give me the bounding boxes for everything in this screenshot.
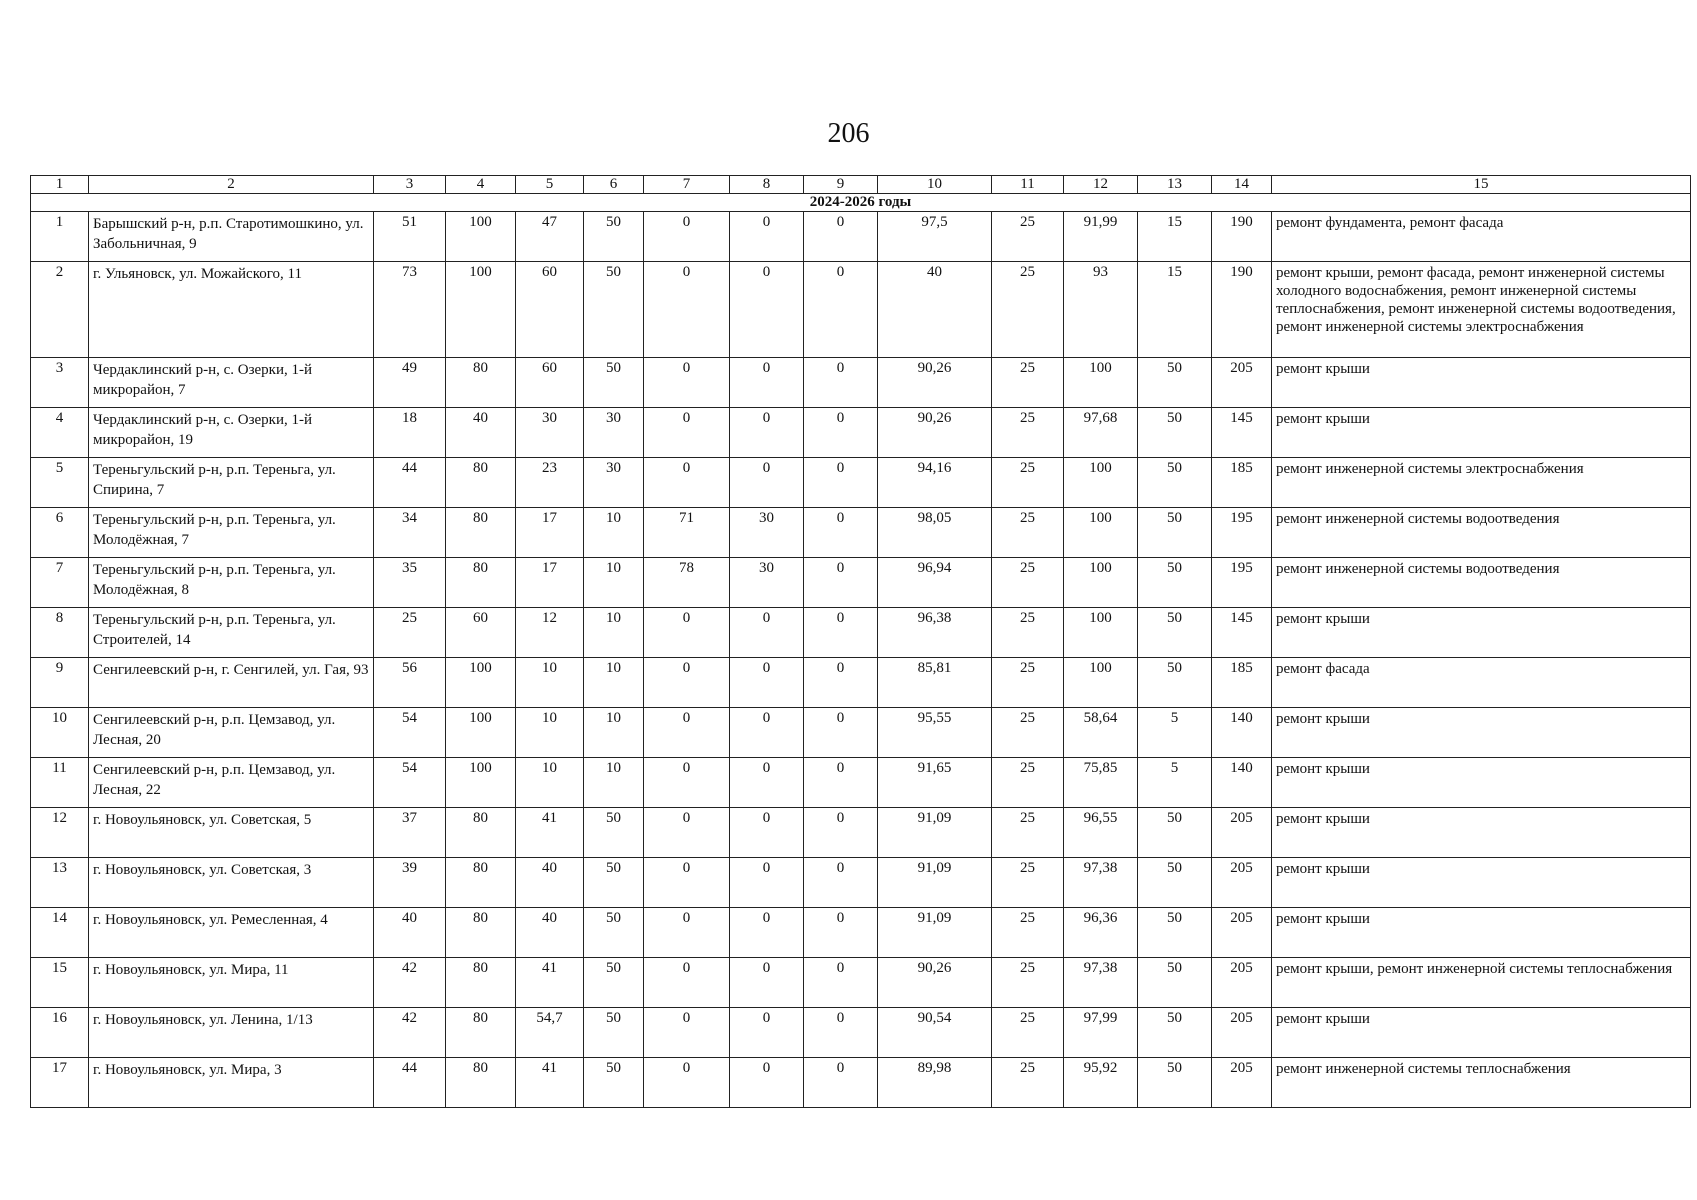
column-header: 9: [804, 176, 878, 194]
value-col-13: 15: [1138, 262, 1212, 358]
column-header: 15: [1272, 176, 1691, 194]
value-col-6: 50: [584, 858, 644, 908]
table-row: [31, 1008, 1691, 1058]
value-col-9: 0: [804, 558, 878, 608]
address-cell: г. Новоульяновск, ул. Мира, 11: [89, 958, 374, 1008]
value-col-9: 0: [804, 708, 878, 758]
value-col-11: 25: [992, 708, 1064, 758]
value-col-13: 50: [1138, 558, 1212, 608]
row-number: 14: [31, 908, 89, 958]
value-col-6: 10: [584, 608, 644, 658]
address-cell: Сенгилеевский р-н, р.п. Цемзавод, ул. Лесная, 22: [89, 758, 374, 808]
value-col-13: 5: [1138, 708, 1212, 758]
value-col-14: 205: [1212, 1008, 1272, 1058]
value-col-12: 97,68: [1064, 408, 1138, 458]
value-col-7: 78: [644, 558, 730, 608]
value-col-8: 0: [730, 262, 804, 358]
value-col-10: 96,38: [878, 608, 992, 658]
table-row: [31, 508, 1691, 558]
work-type-cell: ремонт крыши: [1272, 408, 1691, 458]
value-col-8: 0: [730, 358, 804, 408]
value-col-4: 80: [446, 558, 516, 608]
row-number: 17: [31, 1058, 89, 1108]
value-col-6: 50: [584, 262, 644, 358]
value-col-10: 40: [878, 262, 992, 358]
value-col-10: 91,09: [878, 858, 992, 908]
value-col-7: 0: [644, 458, 730, 508]
value-col-6: 10: [584, 558, 644, 608]
value-col-9: 0: [804, 458, 878, 508]
value-col-3: 44: [374, 1058, 446, 1108]
value-col-8: 30: [730, 558, 804, 608]
table-row: [31, 858, 1691, 908]
value-col-14: 205: [1212, 1058, 1272, 1108]
value-col-10: 96,94: [878, 558, 992, 608]
column-header: 1: [31, 176, 89, 194]
value-col-6: 30: [584, 458, 644, 508]
address-cell: Тереньгульский р-н, р.п. Тереньга, ул. Строителей, 14: [89, 608, 374, 658]
value-col-7: 0: [644, 808, 730, 858]
value-col-11: 25: [992, 558, 1064, 608]
value-col-11: 25: [992, 408, 1064, 458]
value-col-7: 0: [644, 608, 730, 658]
table-row: [31, 458, 1691, 508]
value-col-7: 0: [644, 758, 730, 808]
value-col-12: 75,85: [1064, 758, 1138, 808]
value-col-13: 15: [1138, 212, 1212, 262]
value-col-14: 205: [1212, 858, 1272, 908]
value-col-14: 205: [1212, 358, 1272, 408]
column-header: 14: [1212, 176, 1272, 194]
value-col-7: 0: [644, 908, 730, 958]
work-type-cell: ремонт крыши: [1272, 808, 1691, 858]
value-col-6: 50: [584, 958, 644, 1008]
value-col-11: 25: [992, 608, 1064, 658]
value-col-7: 0: [644, 1008, 730, 1058]
value-col-5: 40: [516, 858, 584, 908]
value-col-7: 0: [644, 408, 730, 458]
row-number: 4: [31, 408, 89, 458]
value-col-8: 0: [730, 808, 804, 858]
value-col-8: 0: [730, 958, 804, 1008]
value-col-9: 0: [804, 758, 878, 808]
work-type-cell: ремонт крыши: [1272, 758, 1691, 808]
address-cell: г. Новоульяновск, ул. Советская, 5: [89, 808, 374, 858]
column-header: 12: [1064, 176, 1138, 194]
value-col-3: 54: [374, 708, 446, 758]
value-col-8: 0: [730, 408, 804, 458]
table-row: [31, 262, 1691, 358]
value-col-3: 73: [374, 262, 446, 358]
value-col-10: 91,09: [878, 808, 992, 858]
value-col-14: 145: [1212, 608, 1272, 658]
value-col-6: 50: [584, 1008, 644, 1058]
value-col-5: 40: [516, 908, 584, 958]
value-col-9: 0: [804, 1058, 878, 1108]
value-col-13: 50: [1138, 658, 1212, 708]
value-col-6: 50: [584, 212, 644, 262]
value-col-4: 80: [446, 458, 516, 508]
period-row: [31, 194, 1691, 212]
value-col-11: 25: [992, 758, 1064, 808]
value-col-8: 0: [730, 1058, 804, 1108]
value-col-10: 90,26: [878, 408, 992, 458]
value-col-4: 40: [446, 408, 516, 458]
value-col-7: 0: [644, 658, 730, 708]
work-type-cell: ремонт фундамента, ремонт фасада: [1272, 212, 1691, 262]
value-col-4: 100: [446, 708, 516, 758]
table-row: [31, 708, 1691, 758]
value-col-5: 10: [516, 658, 584, 708]
value-col-7: 0: [644, 858, 730, 908]
value-col-14: 190: [1212, 262, 1272, 358]
value-col-13: 5: [1138, 758, 1212, 808]
value-col-14: 145: [1212, 408, 1272, 458]
table-row: [31, 808, 1691, 858]
value-col-8: 0: [730, 608, 804, 658]
value-col-6: 30: [584, 408, 644, 458]
value-col-4: 60: [446, 608, 516, 658]
address-cell: г. Новоульяновск, ул. Мира, 3: [89, 1058, 374, 1108]
value-col-7: 0: [644, 358, 730, 408]
value-col-6: 10: [584, 658, 644, 708]
value-col-11: 25: [992, 1008, 1064, 1058]
value-col-8: 0: [730, 708, 804, 758]
table-row: [31, 1058, 1691, 1108]
address-cell: Чердаклинский р-н, с. Озерки, 1-й микрорайон, 7: [89, 358, 374, 408]
value-col-11: 25: [992, 908, 1064, 958]
value-col-11: 25: [992, 658, 1064, 708]
value-col-3: 25: [374, 608, 446, 658]
value-col-8: 0: [730, 658, 804, 708]
table-row: [31, 758, 1691, 808]
value-col-6: 50: [584, 358, 644, 408]
value-col-9: 0: [804, 908, 878, 958]
value-col-3: 39: [374, 858, 446, 908]
row-number: 3: [31, 358, 89, 408]
period-label: 2024-2026 годы: [31, 194, 1691, 212]
value-col-3: 49: [374, 358, 446, 408]
value-col-9: 0: [804, 212, 878, 262]
value-col-10: 95,55: [878, 708, 992, 758]
table-row: [31, 958, 1691, 1008]
address-cell: Тереньгульский р-н, р.п. Тереньга, ул. Молодёжная, 8: [89, 558, 374, 608]
value-col-10: 90,54: [878, 1008, 992, 1058]
value-col-8: 0: [730, 458, 804, 508]
value-col-13: 50: [1138, 858, 1212, 908]
value-col-11: 25: [992, 212, 1064, 262]
value-col-3: 35: [374, 558, 446, 608]
value-col-14: 195: [1212, 508, 1272, 558]
row-number: 8: [31, 608, 89, 658]
value-col-11: 25: [992, 358, 1064, 408]
row-number: 6: [31, 508, 89, 558]
value-col-12: 96,55: [1064, 808, 1138, 858]
value-col-7: 0: [644, 708, 730, 758]
value-col-3: 42: [374, 958, 446, 1008]
row-number: 2: [31, 262, 89, 358]
value-col-4: 80: [446, 358, 516, 408]
row-number: 12: [31, 808, 89, 858]
work-type-cell: ремонт крыши: [1272, 708, 1691, 758]
value-col-14: 140: [1212, 758, 1272, 808]
row-number: 15: [31, 958, 89, 1008]
value-col-4: 100: [446, 212, 516, 262]
row-number: 11: [31, 758, 89, 808]
value-col-12: 100: [1064, 458, 1138, 508]
value-col-3: 34: [374, 508, 446, 558]
table-row: [31, 408, 1691, 458]
value-col-12: 100: [1064, 558, 1138, 608]
value-col-12: 97,38: [1064, 858, 1138, 908]
address-cell: Тереньгульский р-н, р.п. Тереньга, ул. Спирина, 7: [89, 458, 374, 508]
address-cell: Чердаклинский р-н, с. Озерки, 1-й микрорайон, 19: [89, 408, 374, 458]
value-col-9: 0: [804, 808, 878, 858]
value-col-3: 37: [374, 808, 446, 858]
value-col-4: 80: [446, 958, 516, 1008]
value-col-8: 0: [730, 858, 804, 908]
value-col-11: 25: [992, 458, 1064, 508]
row-number: 7: [31, 558, 89, 608]
row-number: 5: [31, 458, 89, 508]
value-col-11: 25: [992, 808, 1064, 858]
address-cell: Сенгилеевский р-н, р.п. Цемзавод, ул. Лесная, 20: [89, 708, 374, 758]
value-col-4: 80: [446, 508, 516, 558]
value-col-11: 25: [992, 958, 1064, 1008]
value-col-7: 71: [644, 508, 730, 558]
column-header: 10: [878, 176, 992, 194]
value-col-14: 205: [1212, 908, 1272, 958]
value-col-7: 0: [644, 958, 730, 1008]
value-col-10: 91,65: [878, 758, 992, 808]
value-col-3: 42: [374, 1008, 446, 1058]
value-col-12: 97,38: [1064, 958, 1138, 1008]
work-type-cell: ремонт инженерной системы теплоснабжения: [1272, 1058, 1691, 1108]
value-col-12: 97,99: [1064, 1008, 1138, 1058]
address-cell: Тереньгульский р-н, р.п. Тереньга, ул. Молодёжная, 7: [89, 508, 374, 558]
value-col-9: 0: [804, 1008, 878, 1058]
value-col-13: 50: [1138, 358, 1212, 408]
value-col-6: 10: [584, 708, 644, 758]
work-type-cell: ремонт крыши: [1272, 908, 1691, 958]
value-col-5: 10: [516, 758, 584, 808]
address-cell: г. Новоульяновск, ул. Ленина, 1/13: [89, 1008, 374, 1058]
column-header: 4: [446, 176, 516, 194]
value-col-5: 23: [516, 458, 584, 508]
value-col-11: 25: [992, 858, 1064, 908]
address-cell: Сенгилеевский р-н, г. Сенгилей, ул. Гая, 93: [89, 658, 374, 708]
value-col-5: 60: [516, 262, 584, 358]
value-col-8: 0: [730, 908, 804, 958]
value-col-5: 41: [516, 1058, 584, 1108]
value-col-5: 41: [516, 808, 584, 858]
column-header: 13: [1138, 176, 1212, 194]
value-col-9: 0: [804, 358, 878, 408]
value-col-3: 18: [374, 408, 446, 458]
value-col-10: 94,16: [878, 458, 992, 508]
row-number: 9: [31, 658, 89, 708]
column-header: 11: [992, 176, 1064, 194]
table-row: [31, 608, 1691, 658]
value-col-5: 12: [516, 608, 584, 658]
value-col-6: 10: [584, 758, 644, 808]
value-col-9: 0: [804, 408, 878, 458]
value-col-4: 100: [446, 262, 516, 358]
value-col-3: 44: [374, 458, 446, 508]
row-number: 16: [31, 1008, 89, 1058]
row-number: 13: [31, 858, 89, 908]
value-col-14: 195: [1212, 558, 1272, 608]
value-col-12: 91,99: [1064, 212, 1138, 262]
value-col-5: 17: [516, 558, 584, 608]
value-col-13: 50: [1138, 1058, 1212, 1108]
value-col-5: 17: [516, 508, 584, 558]
address-cell: Барышский р-н, р.п. Старотимошкино, ул. Забольничная, 9: [89, 212, 374, 262]
column-header: 7: [644, 176, 730, 194]
column-header: 3: [374, 176, 446, 194]
value-col-12: 96,36: [1064, 908, 1138, 958]
row-number: 1: [31, 212, 89, 262]
value-col-14: 185: [1212, 458, 1272, 508]
value-col-5: 10: [516, 708, 584, 758]
work-type-cell: ремонт крыши, ремонт инженерной системы теплоснабжения: [1272, 958, 1691, 1008]
table-row: [31, 558, 1691, 608]
value-col-14: 140: [1212, 708, 1272, 758]
value-col-13: 50: [1138, 608, 1212, 658]
value-col-12: 100: [1064, 508, 1138, 558]
value-col-12: 100: [1064, 658, 1138, 708]
value-col-3: 56: [374, 658, 446, 708]
value-col-7: 0: [644, 212, 730, 262]
work-type-cell: ремонт крыши, ремонт фасада, ремонт инженерной системы холодного водоснабжения, ремонт инженерной системы теплоснабжения, ремонт инженерной системы водоотведения, ремонт инженерной системы электроснабжения: [1272, 262, 1691, 358]
value-col-14: 205: [1212, 808, 1272, 858]
value-col-14: 205: [1212, 958, 1272, 1008]
value-col-12: 100: [1064, 358, 1138, 408]
value-col-8: 0: [730, 212, 804, 262]
value-col-10: 89,98: [878, 1058, 992, 1108]
value-col-4: 80: [446, 1058, 516, 1108]
value-col-12: 95,92: [1064, 1058, 1138, 1108]
value-col-9: 0: [804, 508, 878, 558]
value-col-14: 190: [1212, 212, 1272, 262]
value-col-13: 50: [1138, 408, 1212, 458]
address-cell: г. Новоульяновск, ул. Советская, 3: [89, 858, 374, 908]
work-type-cell: ремонт крыши: [1272, 608, 1691, 658]
column-number-row: [31, 176, 1691, 194]
value-col-10: 91,09: [878, 908, 992, 958]
column-header: 8: [730, 176, 804, 194]
repair-program-table: [30, 175, 1691, 1108]
column-header: 5: [516, 176, 584, 194]
value-col-3: 40: [374, 908, 446, 958]
work-type-cell: ремонт фасада: [1272, 658, 1691, 708]
page-number: 206: [827, 118, 870, 149]
value-col-9: 0: [804, 262, 878, 358]
value-col-13: 50: [1138, 958, 1212, 1008]
table-row: [31, 212, 1691, 262]
work-type-cell: ремонт крыши: [1272, 358, 1691, 408]
value-col-5: 47: [516, 212, 584, 262]
work-type-cell: ремонт инженерной системы водоотведения: [1272, 558, 1691, 608]
value-col-13: 50: [1138, 808, 1212, 858]
value-col-6: 10: [584, 508, 644, 558]
value-col-3: 51: [374, 212, 446, 262]
value-col-13: 50: [1138, 508, 1212, 558]
value-col-6: 50: [584, 908, 644, 958]
value-col-9: 0: [804, 608, 878, 658]
value-col-9: 0: [804, 658, 878, 708]
value-col-5: 60: [516, 358, 584, 408]
value-col-5: 30: [516, 408, 584, 458]
address-cell: г. Ульяновск, ул. Можайского, 11: [89, 262, 374, 358]
value-col-4: 80: [446, 808, 516, 858]
value-col-13: 50: [1138, 1008, 1212, 1058]
value-col-4: 100: [446, 658, 516, 708]
value-col-12: 100: [1064, 608, 1138, 658]
value-col-7: 0: [644, 262, 730, 358]
value-col-9: 0: [804, 858, 878, 908]
table-row: [31, 908, 1691, 958]
table-row: [31, 658, 1691, 708]
value-col-4: 80: [446, 858, 516, 908]
value-col-13: 50: [1138, 908, 1212, 958]
value-col-12: 93: [1064, 262, 1138, 358]
address-cell: г. Новоульяновск, ул. Ремесленная, 4: [89, 908, 374, 958]
value-col-4: 80: [446, 1008, 516, 1058]
value-col-10: 90,26: [878, 958, 992, 1008]
value-col-8: 0: [730, 758, 804, 808]
work-type-cell: ремонт крыши: [1272, 858, 1691, 908]
value-col-10: 90,26: [878, 358, 992, 408]
work-type-cell: ремонт крыши: [1272, 1008, 1691, 1058]
column-header: 2: [89, 176, 374, 194]
value-col-11: 25: [992, 508, 1064, 558]
value-col-8: 0: [730, 1008, 804, 1058]
value-col-13: 50: [1138, 458, 1212, 508]
value-col-4: 80: [446, 908, 516, 958]
value-col-10: 85,81: [878, 658, 992, 708]
value-col-7: 0: [644, 1058, 730, 1108]
value-col-10: 98,05: [878, 508, 992, 558]
value-col-5: 54,7: [516, 1008, 584, 1058]
column-header: 6: [584, 176, 644, 194]
work-type-cell: ремонт инженерной системы водоотведения: [1272, 508, 1691, 558]
value-col-4: 100: [446, 758, 516, 808]
value-col-10: 97,5: [878, 212, 992, 262]
value-col-8: 30: [730, 508, 804, 558]
value-col-14: 185: [1212, 658, 1272, 708]
table-row: [31, 358, 1691, 408]
value-col-6: 50: [584, 1058, 644, 1108]
value-col-12: 58,64: [1064, 708, 1138, 758]
value-col-11: 25: [992, 262, 1064, 358]
value-col-5: 41: [516, 958, 584, 1008]
work-type-cell: ремонт инженерной системы электроснабжения: [1272, 458, 1691, 508]
value-col-9: 0: [804, 958, 878, 1008]
value-col-11: 25: [992, 1058, 1064, 1108]
row-number: 10: [31, 708, 89, 758]
value-col-3: 54: [374, 758, 446, 808]
value-col-6: 50: [584, 808, 644, 858]
